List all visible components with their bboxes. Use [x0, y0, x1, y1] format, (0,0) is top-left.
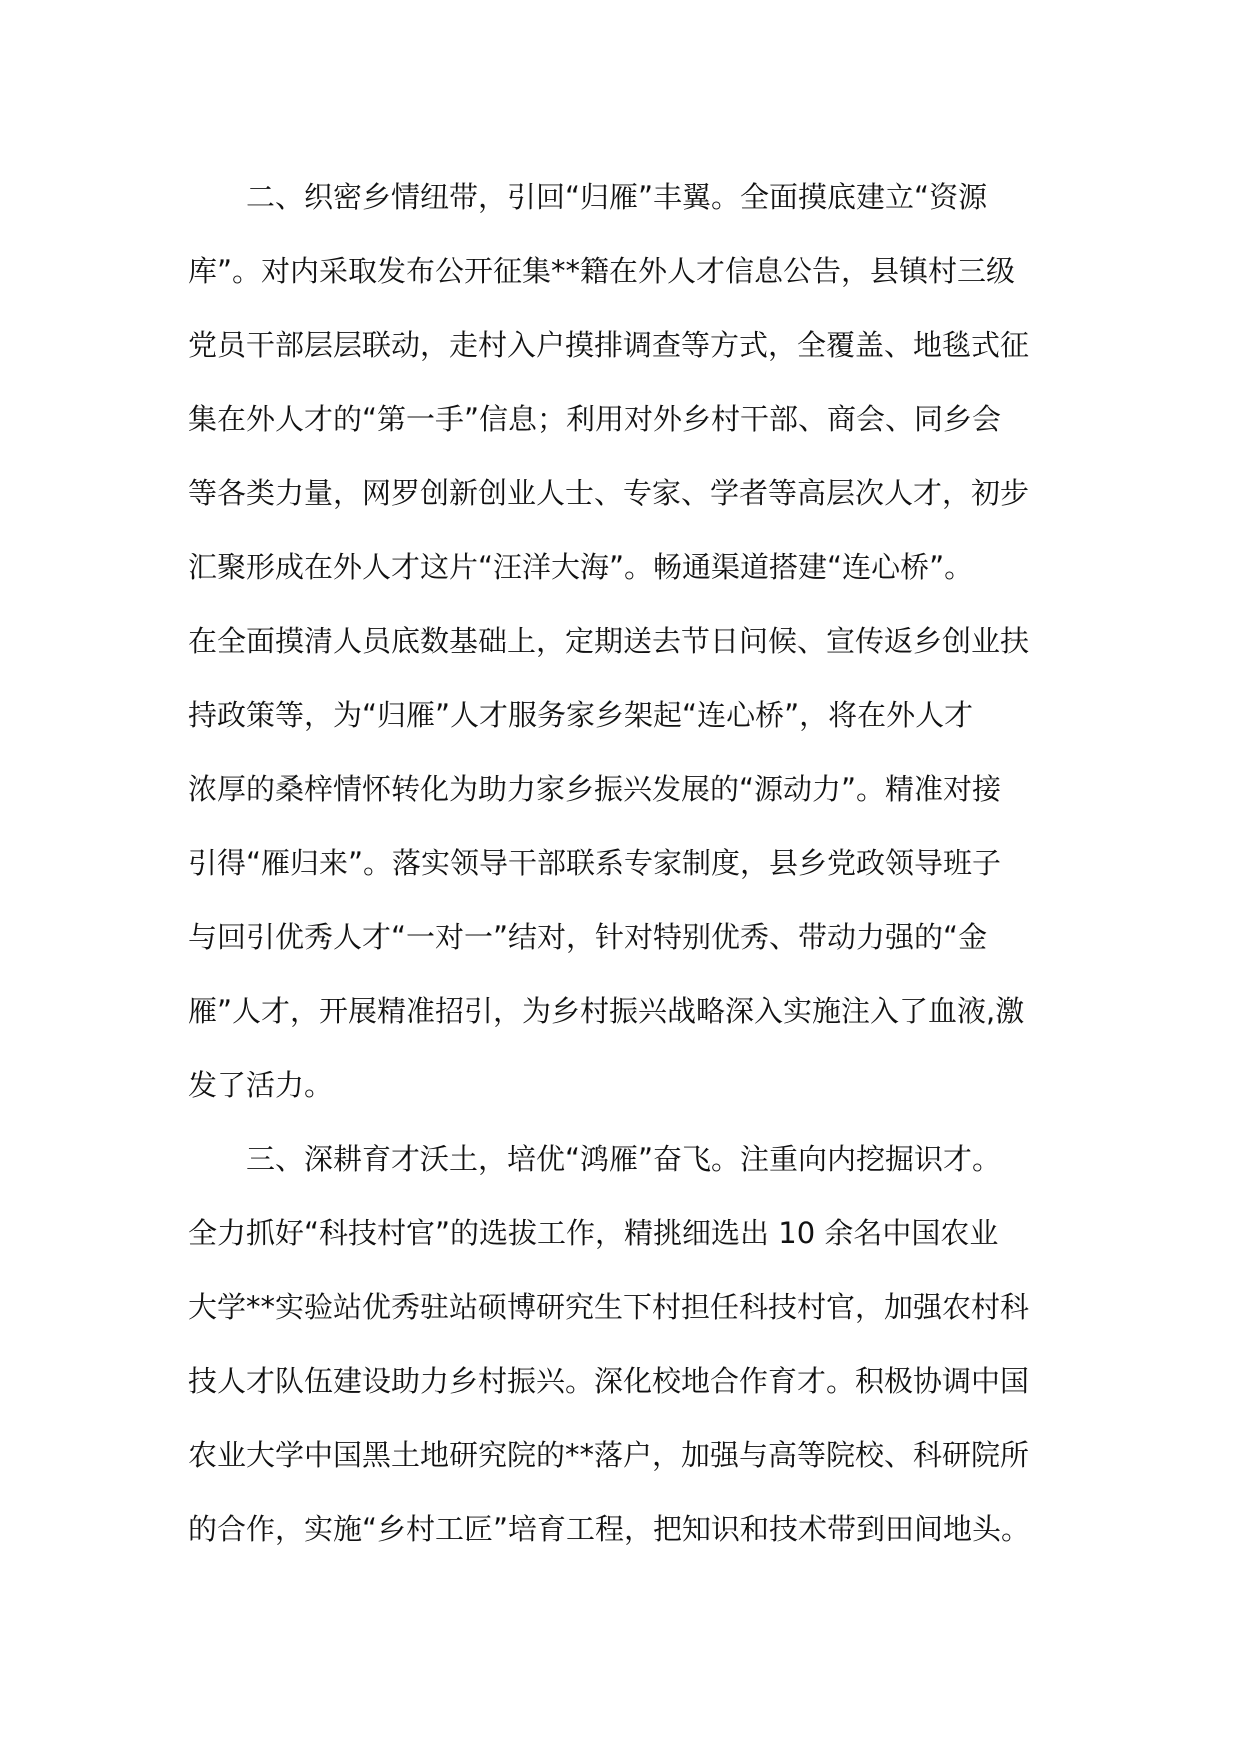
text-line: 的合作，实施“乡村工匠”培育工程，把知识和技术带到田间地头。 [188, 1512, 1031, 1546]
text-line: 三、深耕育才沃土，培优“鸿雁”奋飞。注重向内挖掘识才。 [246, 1142, 1002, 1176]
text-line: 集在外人才的“第一手”信息；利用对外乡村干部、商会、同乡会 [188, 402, 1002, 436]
text-line: 大学**实验站优秀驻站硕博研究生下村担任科技村官，加强农村科 [188, 1290, 1030, 1324]
text-line: 二、织密乡情纽带，引回“归雁”丰翼。全面摸底建立“资源 [246, 180, 988, 214]
text-line: 全力抓好“科技村官”的选拔工作，精挑细选出 10 余名中国农业 [188, 1216, 999, 1250]
text-line: 汇聚形成在外人才这片“汪洋大海”。畅通渠道搭建“连心桥”。 [188, 550, 974, 584]
text-line: 浓厚的桑梓情怀转化为助力家乡振兴发展的“源动力”。精准对接 [188, 772, 1002, 806]
text-line: 持政策等，为“归雁”人才服务家乡架起“连心桥”，将在外人才 [188, 698, 974, 732]
text-line: 库”。对内采取发布公开征集**籍在外人才信息公告，县镇村三级 [188, 254, 1016, 288]
text-line: 等各类力量，网罗创新创业人士、专家、学者等高层次人才，初步 [188, 476, 1030, 510]
text-line: 党员干部层层联动，走村入户摸排调查等方式，全覆盖、地毯式征 [188, 328, 1030, 362]
paragraph-2-rural-ties [188, 160, 1058, 1122]
text-line: 与回引优秀人才“一对一”结对，针对特别优秀、带动力强的“金 [188, 920, 988, 954]
text-line: 农业大学中国黑土地研究院的**落户，加强与高等院校、科研院所 [188, 1438, 1030, 1472]
text-line: 技人才队伍建设助力乡村振兴。深化校地合作育才。积极协调中国 [188, 1364, 1030, 1398]
text-line: 发了活力。 [188, 1068, 334, 1102]
text-line: 引得“雁归来”。落实领导干部联系专家制度，县乡党政领导班子 [188, 846, 1002, 880]
text-line: 雁”人才，开展精准招引，为乡村振兴战略深入实施注入了血液,激 [188, 994, 1025, 1028]
text-line: 在全面摸清人员底数基础上，定期送去节日问候、宣传返乡创业扶 [188, 624, 1030, 658]
paragraph-3-talent-cultivation [188, 1122, 1058, 1566]
document-body [188, 160, 1058, 1566]
